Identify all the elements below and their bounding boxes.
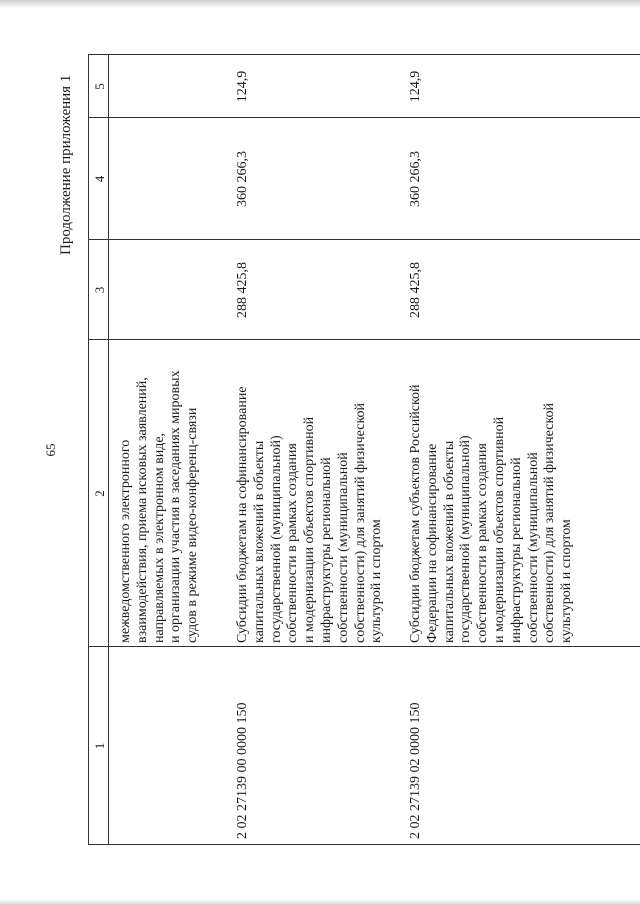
column-number-1: 1	[92, 742, 107, 750]
table-row-2-code: 2 02 27139 02 0000 150	[408, 702, 423, 839]
table-row-continuation-description: межведомственного электронного взаимодействия, приема исковых заявлений, направляемых в электронном виде, и организации участия в заседаниях мировых судов в режиме видео-конференц-связи	[118, 370, 201, 643]
table-row-1-code: 2 02 27139 00 0000 150	[235, 702, 250, 839]
table-row-1-col5-value: 124,9	[235, 70, 250, 103]
table-row-1-col4-value: 360 266,3	[235, 151, 250, 207]
table-row-2-description: Субсидии бюджетам субъектов Российской Федерации на софинансирование капитальных вложений в объекты государственной (муниципальной) собственности в рамках создания и модернизации объектов спортивной инфраструктуры региональной собственности (муниципальной собственности) для занятий физической культурой и спортом	[408, 384, 575, 643]
column-divider-4	[88, 117, 640, 118]
table-row-2-col3-value: 288 425,8	[408, 262, 423, 318]
column-number-3: 3	[92, 286, 107, 294]
table-right-border	[88, 54, 640, 55]
table-row-1-col3-value: 288 425,8	[235, 262, 250, 318]
table-row-2-col4-value: 360 266,3	[408, 151, 423, 207]
table-header-bottom-border	[108, 55, 109, 845]
column-number-4: 4	[92, 175, 107, 183]
column-divider-3	[88, 239, 640, 240]
page-number: 65	[43, 443, 58, 457]
column-divider-2	[88, 339, 640, 340]
table-header-top-border	[88, 55, 89, 845]
table-left-border	[88, 844, 640, 845]
column-divider-1	[88, 646, 640, 647]
column-number-2: 2	[92, 490, 107, 497]
table-row-2-col5-value: 124,9	[408, 70, 423, 103]
column-number-5: 5	[92, 83, 107, 90]
appendix-continuation-label: Продолжение приложения 1	[58, 74, 74, 255]
table-row-1-description: Субсидии бюджетам на софинансирование капитальных вложений в объекты государственной (муниципальной) собственности в рамках создания и модернизации объектов спортивной инфраструктуры региональной собственности (муниципальной собственности) для занятий физической культурой и спортом	[235, 386, 385, 643]
